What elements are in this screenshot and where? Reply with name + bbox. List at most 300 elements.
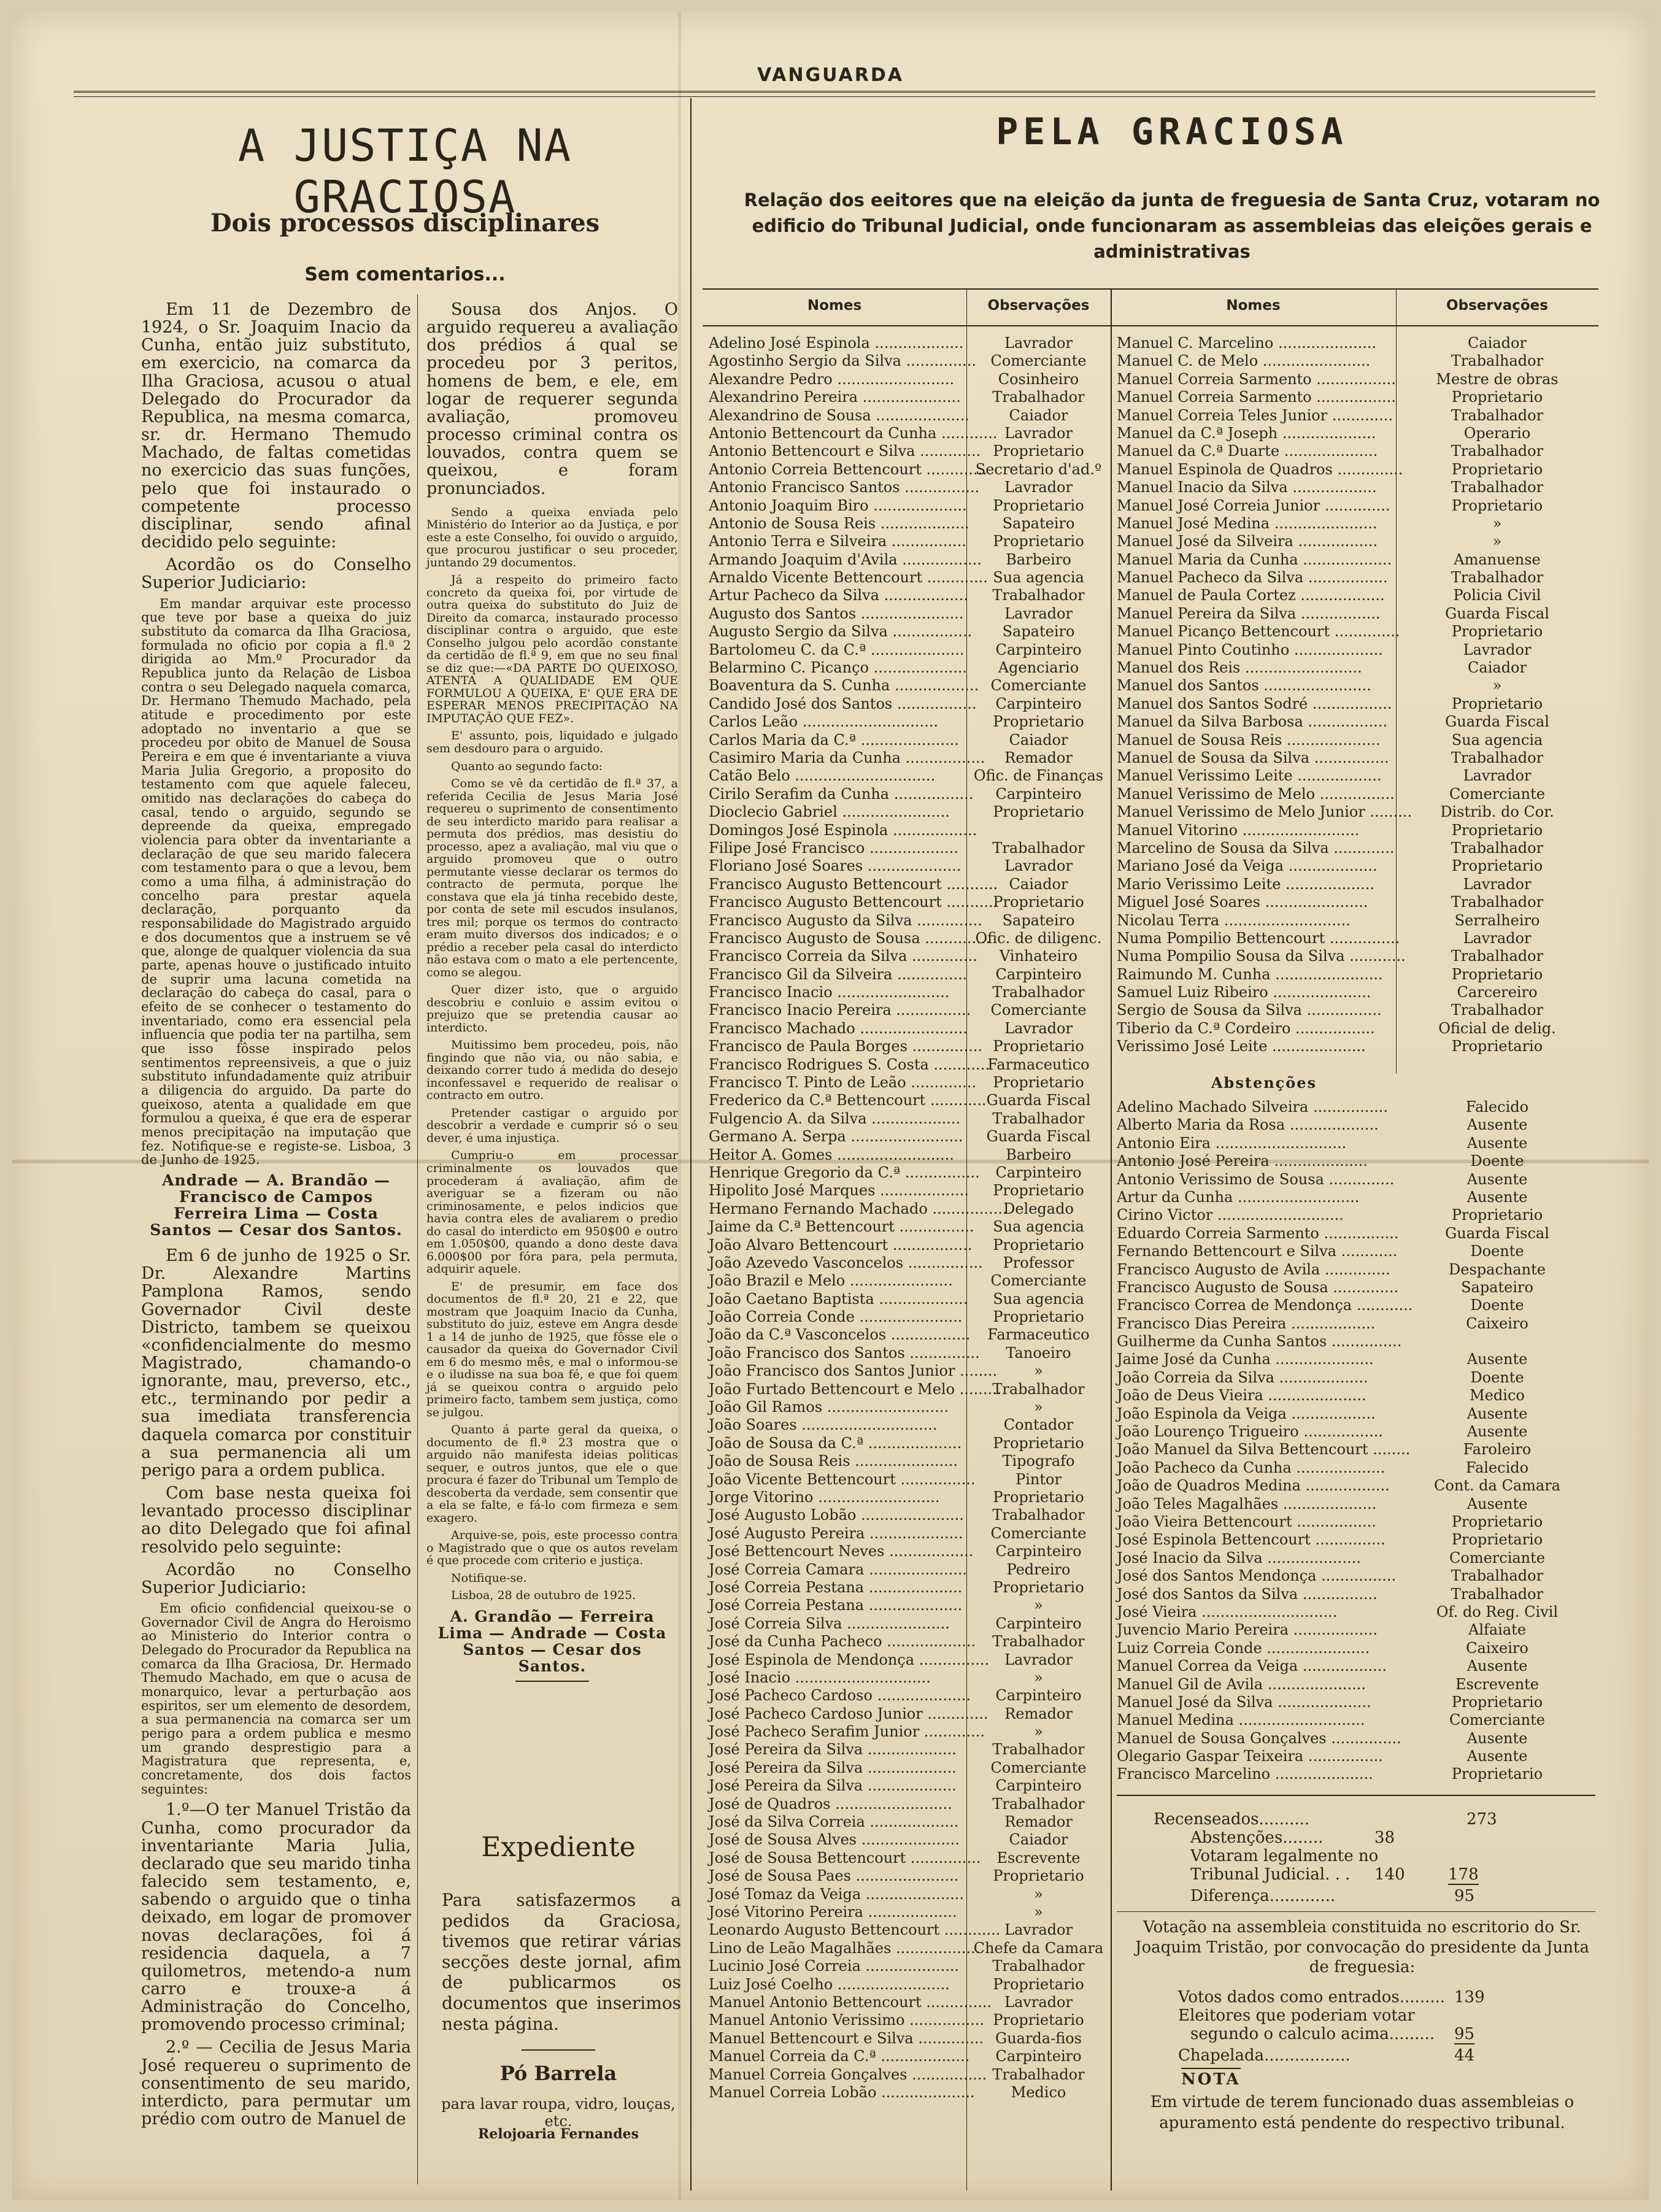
table-row bbox=[1117, 1676, 1598, 1694]
voter-observation: Despachante bbox=[1449, 1260, 1546, 1278]
first-decision-text: Em mandar arquivar este processo que teve por base a queixa do juiz substituto da comarca da Ilha Graciosa, formulada no oficio por copia a fl.ª 2 dirigida ao Mm.º Procurador da Republica junto da Relação de Lisboa contra o seu Delegado naquela comarca, Dr. Hermano Themudo Machado, pela atitude e procedimento por este adoptado no inventario a que se procedeu por obito de Manuel de Sousa Pereira e em que é inventariante a viuva Maria Julia Gregorio, a proposito do testamento com que aquele faleceu, omitido nas declarações do cabeça do casal, tendo o arguido, segundo se depreende da queixa, empregado violencia para obter da inventariante a declaração de que seu marido falecera com testamento para o que a levou, bem como a uma filha, á administração do concelho para prestar aquela declaração, porquanto da responsabilidade do Magistrado arguido e dos documentos que a instruem se vê que, alonge de qualquer violencia da sua parte, apenas houve o justificado intuito de suprir uma lacuna cometida na declaração do cabeça do casal, para o efeito de se conhecer o testamento do inventariado, como era essencial pela influencia que podia ter na partilha, sem que isso fôsse inspirado pelos sentimentos repreensiveis, a que o juiz substituto infundadamente quiz atribuir a diligencia do arguido. Da parte do queixoso, atenta a qualidade em que formulou a queixa, é que era de esperar menos precipitação na imputação que fez. Notifique-se e registe-se. Lisboa, 3 de Junho de 1925. bbox=[141, 596, 411, 1168]
voter-name: Heitor A. Gomes ......................... bbox=[709, 1146, 954, 1163]
table-row bbox=[1117, 677, 1598, 695]
article-paragraph: Cumpriu-o em processar criminalmente os louvados que procederam á avaliação, afim de averiguar se a fizeram ou não criminosamente, e pelos indicios que havia contra eles de avaliarem o predio do casal do interdicto em 950$00 e outro em 1.050$00, quando a dono deste dava 6.000$00 por fóra para, pela permuta, adquirir aquele. bbox=[426, 1149, 678, 1276]
table-row bbox=[1117, 857, 1598, 875]
voter-name: Mario Verissimo Leite ................... bbox=[1117, 875, 1374, 893]
summary-diferenca: Diferença............. 95 bbox=[1190, 1887, 1475, 1905]
table-row bbox=[709, 947, 1111, 965]
article-paragraph: Em 6 de junho de 1925 o Sr. Dr. Alexandre Martins Pamplona Ramos, sendo Governador Civil deste Districto, tambem se queixou «confidencialmente do mesmo Magistrado, chamando-o ignorante, mau, preverso, etc., etc., terminando por pedir a sua imediata transferencia daquela comarca por constituir a sua permanencia ali um perigo para a ordem publica. bbox=[141, 1246, 411, 1480]
voter-name: Manuel Medina ........................... bbox=[1117, 1711, 1365, 1729]
voter-observation: Ofic. de Finanças bbox=[973, 767, 1104, 785]
voter-observation: Carcereiro bbox=[1457, 984, 1538, 1001]
table-row bbox=[709, 388, 1111, 406]
table-row bbox=[709, 587, 1111, 604]
voter-name: João Vieira Bettencourt ................. bbox=[1117, 1513, 1376, 1530]
table-row bbox=[1117, 407, 1598, 425]
voter-name: Manuel da Silva Barbosa ................. bbox=[1117, 713, 1388, 731]
table-row bbox=[709, 1001, 1111, 1019]
voter-observation: » bbox=[1034, 1723, 1043, 1741]
voter-name: Manuel Maria da Cunha ................... bbox=[1117, 550, 1392, 568]
voter-name: Manuel José da Silveira ................. bbox=[1117, 533, 1378, 550]
voter-observation: Trabalhador bbox=[1451, 893, 1544, 911]
table-row bbox=[1117, 371, 1598, 388]
voter-name: Manuel da C.ª Joseph .................... bbox=[1117, 424, 1376, 442]
voter-name: Manuel C. Marcelino ..................... bbox=[1117, 334, 1377, 352]
voter-name: Francisco Inacio ........................ bbox=[709, 984, 950, 1001]
voter-name: Francisco Marcelino ..................... bbox=[1117, 1765, 1373, 1783]
voter-observation: » bbox=[1034, 1398, 1043, 1416]
summary-label: Tribunal Judicial bbox=[1190, 1865, 1325, 1884]
voter-name: Luiz José Coelho ........................ bbox=[709, 1975, 950, 1993]
voter-name: João Gil Ramos .......................... bbox=[709, 1398, 949, 1416]
voter-observation: » bbox=[1034, 1362, 1043, 1380]
table-row bbox=[1117, 1640, 1598, 1657]
voter-observation: Guarda Fiscal bbox=[1445, 1224, 1549, 1242]
voter-name: Antonio José Pereira .................... bbox=[1117, 1152, 1368, 1170]
voter-observation: Lavrador bbox=[1463, 767, 1532, 785]
summary-votaram: Tribunal Judicial. . . 140 178 bbox=[1190, 1865, 1479, 1884]
table-row bbox=[709, 1723, 1111, 1741]
voter-observation: Trabalhador bbox=[992, 388, 1085, 406]
voter-observation: Caiador bbox=[1009, 875, 1068, 893]
voter-observation: Trabalhador bbox=[1451, 749, 1544, 766]
table-row bbox=[709, 1435, 1111, 1452]
summary-value: 140 bbox=[1374, 1865, 1405, 1884]
table-row bbox=[1117, 767, 1598, 785]
header-observacoes: Observações bbox=[1446, 298, 1548, 314]
table-row bbox=[709, 2066, 1111, 2084]
voter-table-left bbox=[709, 334, 1111, 2102]
voter-observation: Pintor bbox=[1015, 1470, 1062, 1488]
table-row bbox=[1117, 1333, 1598, 1351]
article-paragraph: Acordão no Conselho Superior Judiciario: bbox=[141, 1560, 411, 1597]
voter-observation: Sua agencia bbox=[993, 569, 1084, 587]
voter-name: José Espinola Bettencourt ............... bbox=[1117, 1531, 1385, 1549]
article-paragraph: Quer dizer isto, que o arguido descobriu e conluio e assim evitou o prejuizo que se pretendia causar ao interdicto. bbox=[426, 983, 678, 1035]
voter-observation: Comerciante bbox=[990, 1759, 1087, 1776]
voter-name: José de Sousa Paes ...................... bbox=[709, 1867, 959, 1885]
voter-observation: Proprietario bbox=[993, 1182, 1084, 1200]
masthead-rule bbox=[74, 91, 1595, 97]
column2-opening: Sousa dos Anjos. O arguido requereu a avaliação dos prédios á qual se procedeu por 3 peritos, homens de bem, e ele, em logar de requerer segunda avaliação, promoveu processo criminal contra os louvados, contra quem se queixou, e foram pronunciados. bbox=[426, 300, 678, 498]
table-row bbox=[1117, 1297, 1598, 1314]
table-row bbox=[1117, 966, 1598, 984]
voter-observation: Agenciario bbox=[998, 659, 1079, 677]
voter-observation: Remador bbox=[1004, 1813, 1073, 1831]
voter-name: Numa Pompilio Bettencourt ............... bbox=[1117, 929, 1400, 947]
voter-observation: Carpinteiro bbox=[995, 965, 1082, 983]
voter-observation: » bbox=[1492, 514, 1502, 532]
voter-observation: Comerciante bbox=[1449, 785, 1545, 803]
voter-observation: Lavrador bbox=[1463, 929, 1532, 947]
voter-name: Francisco Machado ....................... bbox=[709, 1019, 968, 1037]
voter-name: Belarmino C. Picanço .................... bbox=[709, 659, 968, 677]
table-row bbox=[1117, 1405, 1598, 1423]
voter-name: João Espinola da Veiga .................. bbox=[1117, 1405, 1376, 1422]
table-row bbox=[1117, 479, 1598, 496]
voter-name: Juvencio Mario Pereira .................. bbox=[1117, 1621, 1378, 1639]
voter-name: João Francisco dos Santos Junior ........ bbox=[709, 1362, 998, 1380]
ad-footer: Relojoaria Fernandes bbox=[477, 2126, 639, 2142]
summary-votos: Votos dados como entrados......... 139 bbox=[1178, 1988, 1485, 2006]
voter-observation: » bbox=[1034, 1597, 1043, 1614]
voter-name: José Vitorino Pereira ................... bbox=[709, 1903, 957, 1921]
voter-name: Hermano Fernando Machado ................ bbox=[709, 1200, 1008, 1217]
table-row bbox=[709, 984, 1111, 1001]
voter-name: Carlos Leão ............................. bbox=[709, 713, 938, 731]
table-row bbox=[709, 1886, 1111, 1903]
voter-name: Arnaldo Vicente Bettencourt ............. bbox=[709, 569, 988, 587]
table-row bbox=[1117, 641, 1598, 659]
voter-observation: Trabalhador bbox=[992, 1506, 1085, 1524]
table-row bbox=[1117, 587, 1598, 604]
table-row bbox=[709, 623, 1111, 641]
voter-name: João de Sousa da C.ª .................... bbox=[709, 1434, 962, 1452]
table-row bbox=[709, 1741, 1111, 1759]
voter-name: Sergio de Sousa da Silva ................ bbox=[1117, 1001, 1382, 1019]
voter-observation: Remador bbox=[1004, 749, 1073, 766]
voter-name: João Alvaro Bettencourt ................. bbox=[709, 1236, 973, 1254]
article-paragraph: E' de presumir, em face dos documentos de fl.ª 20, 21 e 22, que mostram que Joaquim Inacio da Cunha, substituto do juiz, esteve em Angra desde 1 a 14 de junho de 1925, que fôsse ele o causador da queixa do Governador Civil em 6 do mesmo mês, e mal o informou-se e o iludisse na sua boa fé, e que foi quem já se queixou contra o arguido pelo primeiro facto, tambem sem justiça, como se julgou. bbox=[426, 1279, 678, 1419]
voter-observation: Proprietario bbox=[993, 1578, 1084, 1596]
summary-label: Votos dados como entrados bbox=[1178, 1988, 1400, 2006]
header-nomes: Nomes bbox=[1226, 298, 1281, 314]
voter-observation: Proprietario bbox=[993, 1867, 1084, 1885]
voter-observation: Ausente bbox=[1466, 1170, 1528, 1188]
table-row bbox=[709, 1038, 1111, 1055]
article-paragraph: Acordão os do Conselho Superior Judiciario: bbox=[141, 555, 411, 593]
table-row bbox=[1117, 1243, 1598, 1260]
voter-observation: Comerciante bbox=[990, 1001, 1087, 1019]
voter-name: Antonio de Sousa Reis ................... bbox=[709, 514, 969, 532]
article-column-2 bbox=[426, 301, 678, 1822]
table-row bbox=[1117, 1387, 1598, 1405]
table-row bbox=[709, 352, 1111, 370]
voter-name: Manuel Verissimo de Melo ................ bbox=[1117, 785, 1395, 803]
voter-observation: Proprietario bbox=[993, 803, 1084, 821]
voter-observation: Policia Civil bbox=[1453, 587, 1541, 604]
summary-value: 95 bbox=[1454, 2025, 1475, 2043]
table-row bbox=[709, 1705, 1111, 1723]
article-paragraph: Pretender castigar o arguido por descobrir a verdade e cumprir só o seu dever, é uma injustiça. bbox=[426, 1106, 678, 1145]
column1-paragraphs-2 bbox=[141, 1247, 411, 1597]
voter-name: José de Sousa Alves ..................... bbox=[709, 1831, 960, 1849]
voter-observation: Trabalhador bbox=[992, 1741, 1085, 1759]
voter-observation: Farmaceutico bbox=[987, 1326, 1090, 1344]
voter-name: João de Quadros Medina .................. bbox=[1117, 1477, 1390, 1495]
voter-name: José Vieira ............................. bbox=[1117, 1603, 1338, 1620]
table-row bbox=[1117, 1603, 1598, 1621]
voter-observation: Distrib. do Cor. bbox=[1440, 803, 1554, 821]
voter-name: José Correia Pestana .................... bbox=[709, 1578, 963, 1596]
voter-name: Manuel Correia Teles Junior ............. bbox=[1117, 406, 1393, 424]
voter-name: Francisco Gil da Silveira ............... bbox=[709, 965, 968, 983]
table-row bbox=[709, 1381, 1111, 1398]
voter-name: Artur Pacheco da Silva .................. bbox=[709, 587, 968, 604]
voter-observation: Carpinteiro bbox=[995, 641, 1082, 658]
voter-name: Manuel dos Reis ......................... bbox=[1117, 659, 1362, 677]
table-row bbox=[1117, 947, 1598, 965]
table-row bbox=[1117, 876, 1598, 893]
voter-name: Floriano José Soares .................... bbox=[709, 857, 962, 875]
table-row bbox=[709, 1056, 1111, 1074]
voter-name: Boaventura da S. Cunha .................. bbox=[709, 677, 979, 695]
voter-name: João da C.ª Vasconcelos ................. bbox=[709, 1326, 971, 1344]
table-row bbox=[1117, 1098, 1598, 1116]
table-row bbox=[709, 1777, 1111, 1795]
voter-observation: Ausente bbox=[1466, 1657, 1528, 1675]
second-decision-text bbox=[426, 506, 678, 1602]
voter-name: João Caetano Baptista ................... bbox=[709, 1290, 968, 1308]
voter-name: Manuel de Sousa da Silva ................ bbox=[1117, 749, 1389, 766]
voter-name: Francisco Correa de Mendonça ............ bbox=[1117, 1297, 1413, 1314]
voter-name: Raimundo M. Cunha ....................... bbox=[1117, 965, 1383, 983]
voter-name: Francisco Augusto Bettencourt ........... bbox=[709, 875, 998, 893]
voter-observation: Lavrador bbox=[1463, 641, 1532, 658]
article-paragraph: 2.º — Cecilia de Jesus Maria José requereu o suprimento de consentimento de seu marido, interdicto, para permutar um prédio com outro de Manuel de bbox=[141, 2038, 411, 2129]
voter-name: Candido José dos Santos ................. bbox=[709, 695, 977, 712]
voter-observation: Ausente bbox=[1466, 1495, 1528, 1513]
voter-name: João Lourenço Trigueiro ................. bbox=[1117, 1423, 1384, 1441]
voter-observation: Ausente bbox=[1466, 1188, 1528, 1206]
summary-label: segundo o calculo acima bbox=[1190, 2025, 1389, 2043]
voter-name: Francisco Rodrigues S. Costa ............ bbox=[709, 1055, 990, 1073]
table-row bbox=[1117, 1513, 1598, 1531]
table-row bbox=[1117, 1531, 1598, 1549]
table-row bbox=[709, 1182, 1111, 1200]
voter-name: José Pacheco Serafim Junior ............. bbox=[709, 1723, 985, 1741]
summary-label: Abstenções bbox=[1190, 1829, 1283, 1847]
voter-observation: Trabalhador bbox=[1451, 352, 1544, 370]
table-row bbox=[1117, 1315, 1598, 1333]
voter-name: Francisco Augusto da Silva .............. bbox=[709, 911, 982, 929]
table-row bbox=[1117, 1206, 1598, 1224]
voter-observation: Lavrador bbox=[1004, 1921, 1073, 1939]
voter-name: Hipolito José Marques ................... bbox=[709, 1182, 969, 1200]
table-row bbox=[1117, 1020, 1598, 1038]
table-row bbox=[1117, 984, 1598, 1001]
table-row bbox=[1117, 731, 1598, 749]
voter-observation: Tipografo bbox=[1002, 1452, 1075, 1470]
voter-name: José Correia Pestana .................... bbox=[709, 1597, 963, 1614]
voter-name: Filipe José Francisco ................... bbox=[709, 839, 958, 857]
table-row bbox=[1117, 1477, 1598, 1495]
voter-observation: Operario bbox=[1463, 424, 1531, 442]
voter-observation: Escrevente bbox=[1455, 1675, 1540, 1693]
table-row bbox=[709, 1254, 1111, 1272]
table-row bbox=[1117, 442, 1598, 460]
article-paragraph: Quanto ao segundo facto: bbox=[451, 759, 603, 773]
table-row bbox=[709, 1669, 1111, 1687]
table-row bbox=[709, 1452, 1111, 1470]
voter-name: José dos Santos Mendonça ................ bbox=[1117, 1567, 1397, 1585]
voter-observation: Alfaiate bbox=[1468, 1621, 1527, 1639]
table-row bbox=[709, 1308, 1111, 1326]
table-row bbox=[1117, 497, 1598, 515]
table-row bbox=[709, 749, 1111, 767]
voter-observation: Faroleiro bbox=[1463, 1441, 1532, 1459]
voter-name: Nicolau Terra ........................... bbox=[1117, 911, 1351, 929]
column1-paragraphs bbox=[141, 301, 411, 592]
voter-name: Francisco Inacio Pereira ................ bbox=[709, 1001, 971, 1019]
voter-observation: Barbeiro bbox=[1006, 550, 1071, 568]
table-row bbox=[709, 1489, 1111, 1506]
voter-name: Henrique Gregorio da C.ª ................ bbox=[709, 1163, 980, 1181]
table-row bbox=[709, 1795, 1111, 1813]
voter-observation: Secretario d'ad.º bbox=[975, 460, 1102, 478]
nota-heading: NOTA bbox=[1181, 2068, 1241, 2089]
voter-name: José dos Santos da Silva ................ bbox=[1117, 1585, 1378, 1603]
column1-paragraphs-3 bbox=[141, 1801, 411, 2128]
voter-observation: Caiador bbox=[1009, 731, 1068, 749]
voter-observation: Caixeiro bbox=[1466, 1639, 1528, 1657]
voter-name: José Pereira da Silva ................... bbox=[709, 1759, 957, 1776]
voter-observation: Oficial de delig. bbox=[1438, 1019, 1556, 1037]
voter-observation: Carpinteiro bbox=[995, 785, 1082, 803]
voter-name: José Pacheco Cardoso .................... bbox=[709, 1687, 971, 1705]
table-row bbox=[1117, 839, 1598, 857]
voter-observation: Caixeiro bbox=[1466, 1314, 1528, 1332]
table-row bbox=[1117, 1423, 1598, 1441]
voter-observation: Proprietario bbox=[993, 496, 1084, 514]
voter-name: Manuel dos Santos ....................... bbox=[1117, 677, 1371, 695]
article-column-1 bbox=[141, 301, 411, 2191]
voter-name: Lucinio José Correia .................... bbox=[709, 1957, 960, 1975]
table-row bbox=[1117, 1001, 1598, 1019]
voter-name: Cirino Victor ........................... bbox=[1117, 1206, 1344, 1224]
voter-observation: Sua agencia bbox=[993, 1290, 1084, 1308]
voter-name: Jaime José da Cunha ..................... bbox=[1117, 1351, 1374, 1368]
governor-complaint-text: Em oficio confidencial queixou-se o Governador Civil de Angra do Heroismo ao Ministerio do Interior contra o Delegado do Procurador da Republica na comarca da Ilha Graciosa, Dr. Hermado Themudo Machado, em que o acusa de monarquico, levar a perturbação aos espiritos, ser um elemento de desordem, a sua permanencia na comarca ser um perigo para a ordem publica e mesmo um grando desprestigio para a Magistratura que representa, e, concretamente, dos dois factos seguintes: bbox=[141, 1601, 411, 1797]
voter-observation: Contador bbox=[1003, 1416, 1074, 1434]
voter-observation: Proprietario bbox=[1451, 388, 1543, 406]
table-row bbox=[709, 966, 1111, 984]
article-paragraph: Sendo a queixa enviada pelo Ministério do Interior ao da Justiça, e por este a este Conselho, foi ouvido o arguido, que procurou justificar o seu proceder, juntando 29 documentos. bbox=[426, 505, 678, 569]
table-row bbox=[709, 1218, 1111, 1236]
voter-name: Manuel Gil de Avila ..................... bbox=[1117, 1675, 1366, 1693]
voter-name: Manuel Bettencourt e Silva .............. bbox=[709, 2029, 984, 2047]
voter-observation: Trabalhador bbox=[1451, 406, 1544, 424]
voter-name: Antonio Terra e Silveira ................ bbox=[709, 533, 966, 550]
voter-observation: Ausente bbox=[1466, 1405, 1528, 1422]
voter-observation: Comerciante bbox=[1449, 1549, 1545, 1567]
voter-name: Manuel Correa da Veiga .................. bbox=[1117, 1657, 1387, 1675]
voter-name: Manuel Correia Lobão .................... bbox=[709, 2083, 975, 2101]
votacao-text: Votação na assembleia constituida no escritorio do Sr. Joaquim Tristão, por convocação do presidente da Junta de freguesia: bbox=[1135, 1918, 1589, 1976]
voter-observation: Proprietario bbox=[1451, 460, 1543, 478]
table-row bbox=[709, 1146, 1111, 1164]
voter-name: Tiberio da C.ª Cordeiro ................. bbox=[1117, 1019, 1375, 1037]
expediente-text: Para satisfazermos a pedidos da Graciosa, tivemos que retirar várias secções deste jornal, afim de publicarmos os documentos que inserimos nesta página. bbox=[442, 1890, 681, 2034]
table-row bbox=[709, 1849, 1111, 1867]
summary-eleitores: segundo o calculo acima......... 95 bbox=[1190, 2025, 1475, 2043]
voter-name: Antonio Joaquim Biro .................... bbox=[709, 496, 967, 514]
voter-name: Antonio Francisco Santos ................ bbox=[709, 479, 980, 496]
voter-observation: Escrevente bbox=[996, 1849, 1081, 1867]
summary-rule bbox=[1117, 1911, 1595, 1912]
voter-observation: Falecido bbox=[1465, 1098, 1529, 1116]
voter-observation: Tanoeiro bbox=[1006, 1344, 1071, 1362]
voter-observation: Comerciante bbox=[990, 677, 1087, 695]
voter-observation: Sapateiro bbox=[1461, 1278, 1533, 1296]
table-row bbox=[709, 1759, 1111, 1777]
table-row bbox=[709, 1633, 1111, 1651]
voter-observation: Ofic. de diligenc. bbox=[975, 929, 1102, 947]
voter-observation: Lavrador bbox=[1004, 604, 1073, 622]
voter-observation: Comerciante bbox=[990, 1524, 1087, 1542]
voter-name: Manuel de Sousa Gonçalves ............... bbox=[1117, 1729, 1401, 1747]
voter-observation: Proprietario bbox=[1451, 965, 1543, 983]
table-row bbox=[709, 677, 1111, 695]
voter-name: Luiz Correia Conde ...................... bbox=[1117, 1639, 1370, 1657]
article-paragraph: Com base nesta queixa foi levantado processo disciplinar ao dito Delegado que foi afinal resolvido pelo seguinte: bbox=[141, 1484, 411, 1557]
table-row bbox=[1117, 1351, 1598, 1368]
voter-observation: Doente bbox=[1470, 1297, 1524, 1314]
voter-observation: Lavrador bbox=[1004, 1019, 1073, 1037]
voter-observation: Lavrador bbox=[1004, 334, 1073, 352]
voter-observation: Trabalhador bbox=[992, 1380, 1085, 1398]
voter-observation: Doente bbox=[1470, 1243, 1524, 1260]
table-row bbox=[709, 461, 1111, 479]
voter-name: Frederico da C.ª Bettencourt ............ bbox=[709, 1092, 987, 1109]
table-divider bbox=[1111, 288, 1112, 2191]
voter-observation: Proprietario bbox=[993, 533, 1084, 550]
voter-observation: Ausente bbox=[1466, 1116, 1528, 1134]
voter-name: Manuel Espinola de Quadros .............. bbox=[1117, 460, 1403, 478]
voter-name: João Pacheco da Cunha ................... bbox=[1117, 1459, 1385, 1476]
table-row bbox=[709, 371, 1111, 388]
table-top-rule bbox=[703, 288, 1598, 290]
voter-name: João Manuel da Silva Bettencourt ........ bbox=[1117, 1441, 1411, 1459]
voter-name: Antonio Correia Bettencourt ............. bbox=[709, 460, 987, 478]
table-row bbox=[709, 1471, 1111, 1489]
voter-name: João Azevedo Vasconcelos ................ bbox=[709, 1254, 983, 1271]
table-row bbox=[709, 1579, 1111, 1597]
voter-observation: Sua agencia bbox=[993, 1218, 1084, 1236]
table-row bbox=[1117, 1711, 1598, 1729]
table-row bbox=[709, 930, 1111, 947]
voter-name: Alexandrino Pereira ..................... bbox=[709, 388, 961, 406]
table-row bbox=[709, 1074, 1111, 1092]
table-row bbox=[709, 1957, 1111, 1975]
voter-observation: Sua agencia bbox=[1451, 731, 1543, 749]
table-row bbox=[709, 1020, 1111, 1038]
voter-name: Manuel da C.ª Duarte .................... bbox=[1117, 442, 1378, 460]
voter-name: João Correia Conde ...................... bbox=[709, 1308, 963, 1326]
table-row bbox=[1117, 623, 1598, 641]
table-row bbox=[709, 1561, 1111, 1579]
voter-observation: Sapateiro bbox=[1002, 623, 1075, 641]
table-row bbox=[709, 1994, 1111, 2011]
column-divider bbox=[417, 295, 418, 2184]
voter-observation: Proprietario bbox=[993, 893, 1084, 911]
voter-name: Lino de Leão Magalhães .................. bbox=[709, 1939, 981, 1957]
summary-label: Diferença bbox=[1190, 1887, 1270, 1905]
table-row bbox=[709, 425, 1111, 442]
voter-name: Numa Pompilio Sousa da Silva ............ bbox=[1117, 947, 1406, 965]
table-row bbox=[709, 1290, 1111, 1308]
voter-name: Manuel Pinto Coutinho ................... bbox=[1117, 641, 1383, 658]
voter-observation: Sapateiro bbox=[1002, 514, 1075, 532]
right-headline: PELA GRACIOSA bbox=[996, 110, 1348, 153]
voter-name: Manuel Correia Sarmento ................. bbox=[1117, 370, 1396, 388]
voter-observation: Ausente bbox=[1466, 1351, 1528, 1368]
section-divider bbox=[690, 98, 692, 2191]
voter-observation: Carpinteiro bbox=[995, 2048, 1082, 2065]
voter-observation: Trabalhador bbox=[992, 839, 1085, 857]
voter-name: José Pereira da Silva ................... bbox=[709, 1741, 957, 1759]
